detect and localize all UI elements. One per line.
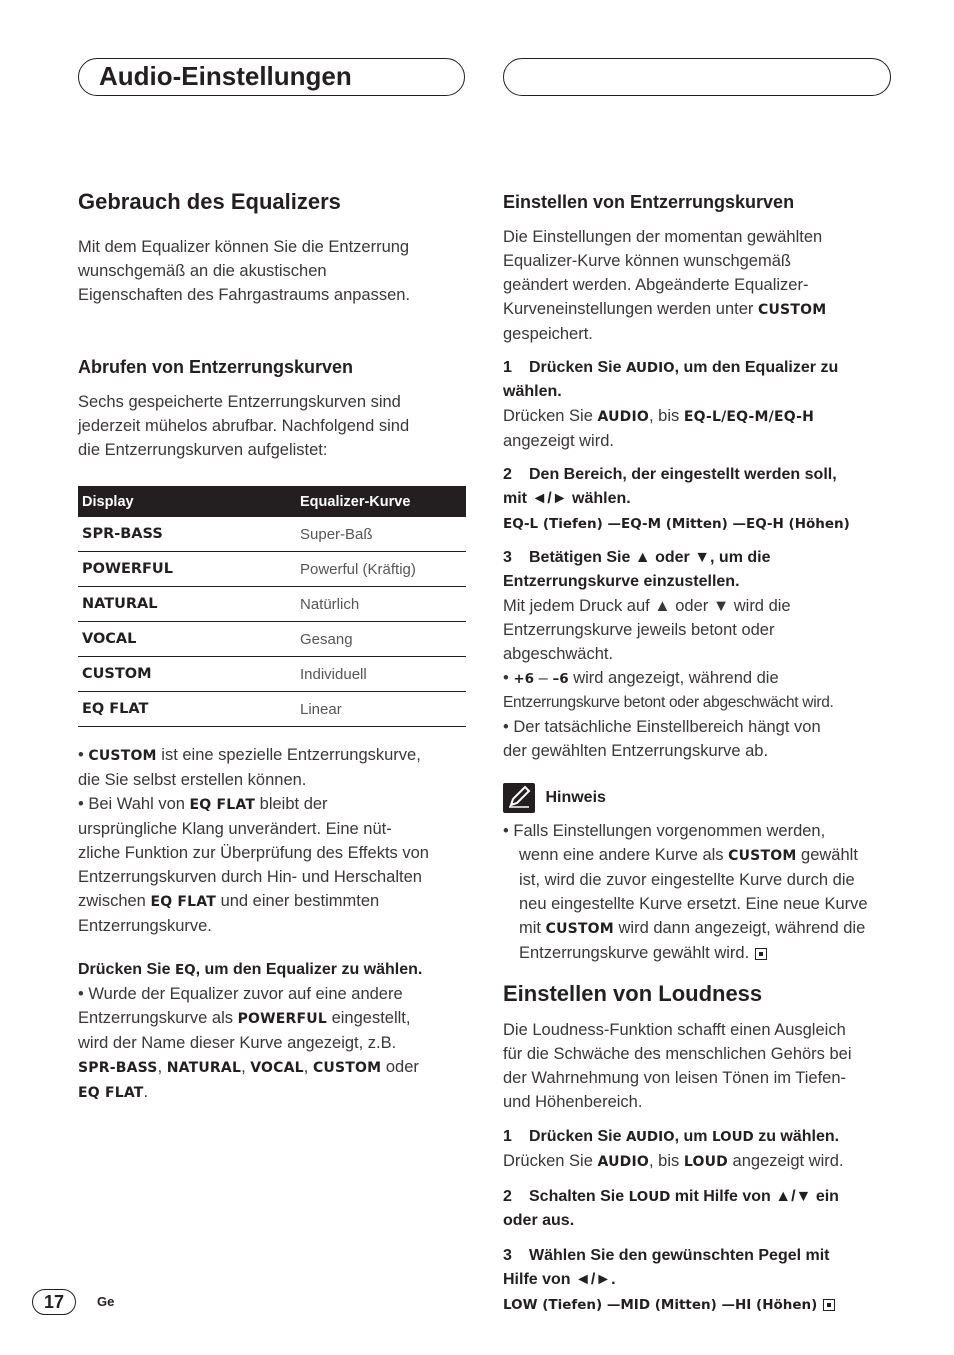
- table-row: VOCAL Gesang: [78, 622, 466, 657]
- header-blank-box: [503, 58, 891, 96]
- hinweis-note: Hinweis • Falls Einstellungen vorgenommen werden, wenn eine andere Kurve als CUSTOM gewählt ist, wird die zuvor eingestellte Kurve durch die neu eingestellte Kurve ersetzt. Eine neue Kurve mit CUSTOM wird dann angezeigt, während die Entzerrungskurve gewählt wird.: [503, 782, 893, 965]
- page-number: 17: [32, 1289, 76, 1315]
- step-2-equalizer: 2 Den Bereich, der eingestellt werden soll, mit ◄/► wählen. EQ-L (Tiefen) —EQ-M (Mitten) —EQ-H (Höhen): [503, 466, 850, 532]
- step-3-equalizer: 3 Betätigen Sie ▲ oder ▼, um die Entzerrungskurve einzustellen. Mit jedem Druck auf ▲ oder ▼ wird die Entzerrungskurve jeweils betont oder abgeschwächt. • +6 – –6 wird angezeigt, während die Entzerrungskurve betont oder abgeschwächt wird. • Der tatsächliche Einstellbereich hängt von der gewählten Entzerrungskurve ab.: [503, 549, 834, 760]
- equalizer-table: [78, 486, 466, 727]
- table-header-row: [78, 486, 466, 517]
- header-title-box: [78, 58, 465, 96]
- language-code: Ge: [97, 1294, 115, 1309]
- table-row: EQ FLAT Linear: [78, 692, 466, 727]
- section-heading-loudness: Einstellen von Loudness: [503, 981, 763, 1006]
- abrufen-paragraph: Sechs gespeicherte Entzerrungskurven sind jederzeit mühelos abrufbar. Nachfolgend sind die Entzerrungskurven aufgelistet:: [78, 393, 410, 459]
- note-pencil-icon: [503, 783, 535, 813]
- loudness-step-2: 2 Schalten Sie LOUD mit Hilfe von ▲/▼ ein oder aus.: [503, 1188, 839, 1229]
- subheading-abrufen: Abrufen von Entzerrungskurven: [78, 357, 354, 377]
- end-of-section-icon: [823, 1299, 835, 1311]
- hinweis-title: Hinweis: [545, 788, 606, 806]
- loudness-step-3: 3 Wählen Sie den gewünschten Pegel mit Hilfe von ◄/►. LOW (Tiefen) —MID (Mitten) —HI (Höhen): [503, 1244, 893, 1317]
- table-row: SPR-BASS Super-Baß: [78, 517, 466, 552]
- step-1-equalizer: 1 Drücken Sie AUDIO, um den Equalizer zu wählen. Drücken Sie AUDIO, bis EQ-L/EQ-M/EQ-H angezeigt wird.: [503, 359, 839, 450]
- custom-note: • CUSTOM ist eine spezielle Entzerrungskurve, die Sie selbst erstellen können. • Bei Wahl von EQ FLAT bleibt der ursprüngliche Klang unverändert. Eine nüt- zliche Funktion zur Überprüfung des Effekts von Entzerrungskurven durch Hin- und Herschalten zwischen EQ FLAT und einer bestimmten Entzerrungskurve.: [78, 746, 429, 935]
- table-row: POWERFUL Powerful (Kräftig): [78, 552, 466, 587]
- column-header-curve: Equalizer-Kurve: [296, 486, 466, 517]
- section-heading-equalizer: Gebrauch des Equalizers: [78, 189, 341, 214]
- end-of-section-icon: [755, 948, 767, 960]
- table-row: CUSTOM Individuell: [78, 657, 466, 692]
- loudness-step-1: 1 Drücken Sie AUDIO, um LOUD zu wählen. Drücken Sie AUDIO, bis LOUD angezeigt wird.: [503, 1128, 844, 1170]
- loudness-paragraph: Die Loudness-Funktion schafft einen Ausgleich für die Schwäche des menschlichen Gehörs bei der Wahrnehmung von leisen Tönen im Tiefen- und Höhenbereich.: [503, 1021, 852, 1111]
- page-title: Audio-Einstellungen: [99, 61, 352, 91]
- press-eq-instruction: Drücken Sie EQ, um den Equalizer zu wählen. • Wurde der Equalizer zuvor auf eine andere Entzerrungskurve als POWERFUL eingestellt, wird der Name dieser Kurve angezeigt, z.B. SPR-BASS, NATURAL, VOCAL, CUSTOM oder EQ FLAT.: [78, 961, 423, 1101]
- table-row: NATURAL Natürlich: [78, 587, 466, 622]
- intro-paragraph: Mit dem Equalizer können Sie die Entzerrung wunschgemäß an die akustischen Eigenschaften des Fahrgastraums anpassen.: [78, 238, 411, 304]
- subheading-einstellen: Einstellen von Entzerrungskurven: [503, 192, 795, 212]
- einstellen-paragraph: Die Einstellungen der momentan gewählten Equalizer-Kurve können wunschgemäß geändert werden. Abgeänderte Equalizer- Kurveneinstellungen werden unter CUSTOM gespeichert.: [503, 228, 827, 343]
- column-header-display: Display: [78, 486, 296, 517]
